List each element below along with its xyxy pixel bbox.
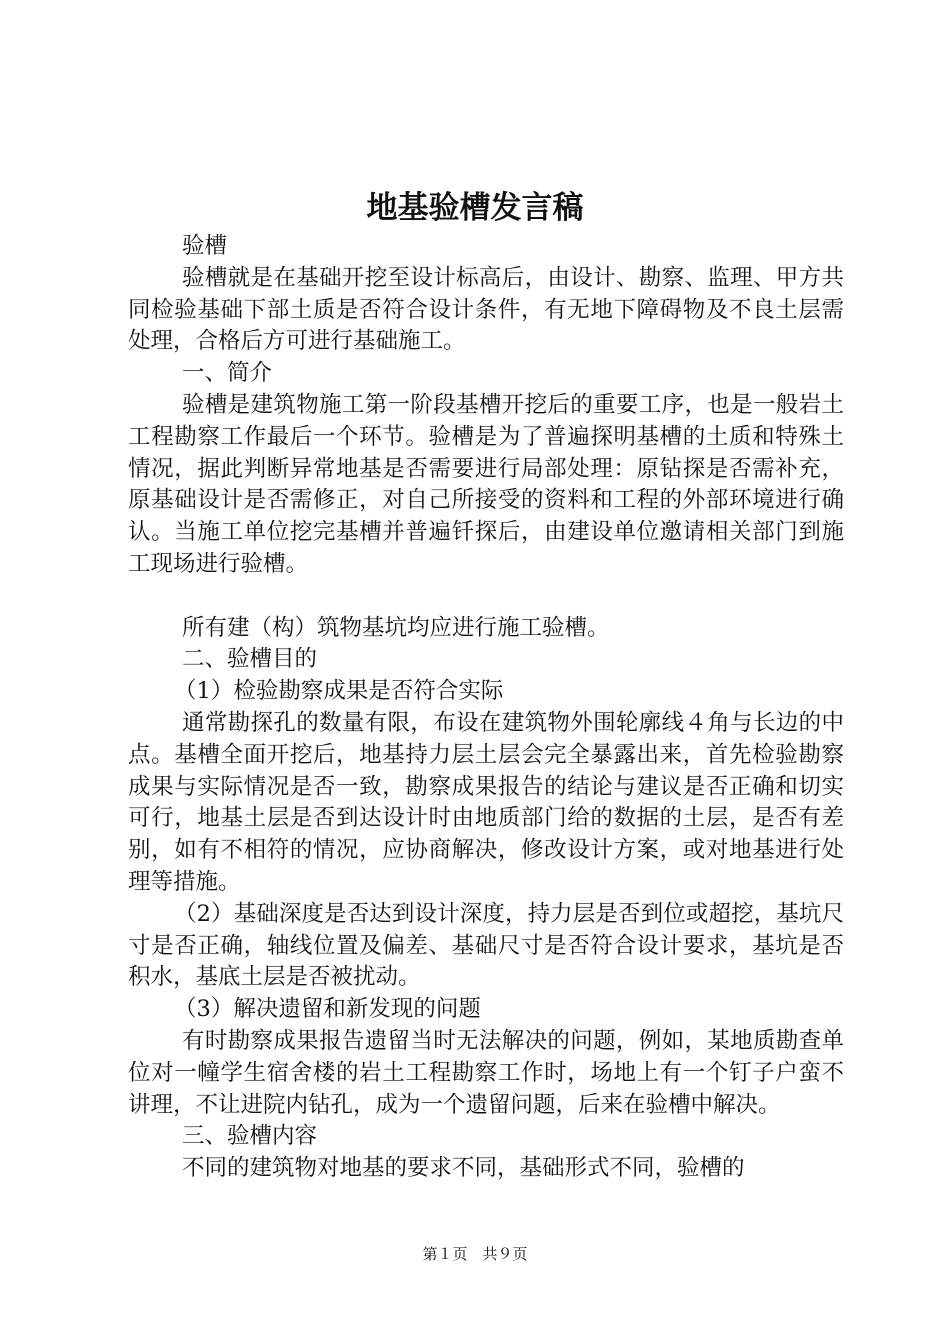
document-title: 地基验槽发言稿 (366, 190, 584, 226)
paragraph: 有时勘察成果报告遗留当时无法解决的问题，例如，某地质勘查单位对一幢学生宿舍楼的岩土工程勘察工作时，场地上有一个钉子户蛮不讲理，不让进院内钻孔，成为一个遗留问题，后来在验槽中解决。 (128, 1027, 844, 1118)
paragraph: 所有建（构）筑物基坑均应进行施工验槽。 (182, 614, 610, 641)
section-heading: 三、验槽内容 (182, 1123, 318, 1150)
subsection-heading: （3）解决遗留和新发现的问题 (174, 996, 481, 1023)
paragraph: 通常勘探孔的数量有限，布设在建筑物外围轮廓线４角与长边的中点。基槽全面开挖后，地基持力层土层会完全暴露出来，首先检验勘察成果与实际情况是否一致，勘察成果报告的结论与建议是否正确和切实可行，地基土层是否到达设计时由地质部门给的数据的土层，是否有差别，如有不相符的情况，应协商解决，修改设计方案，或对地基进行处理等措施。 (128, 709, 844, 895)
paragraph: 验槽 (182, 233, 228, 259)
paragraph: 验槽就是在基础开挖至设计标高后，由设计、勘察、监理、甲方共同检验基础下部土质是否符合设计条件，有无地下障碍物及不良土层需处理，合格后方可进行基础施工。 (128, 264, 844, 355)
document-body (128, 231, 844, 1185)
paragraph: 不同的建筑物对地基的要求不同，基础形式不同，验槽的 (182, 1155, 745, 1182)
page-footer: 第１页 共９页 (422, 1245, 528, 1263)
subsection-heading: （1）检验勘察成果是否符合实际 (174, 678, 504, 705)
section-heading: 二、验槽目的 (182, 646, 318, 673)
paragraph: 验槽是建筑物施工第一阶段基槽开挖后的重要工序，也是一般岩土工程勘察工作最后一个环节。验槽是为了普遍探明基槽的土质和特殊土情况，据此判断异常地基是否需要进行局部处理：原钻探是否需补充，原基础设计是否需修正，对自己所接受的资料和工程的外部环境进行确认。当施工单位挖完基槽并普遍钎探后，由建设单位邀请相关部门到施工现场进行验槽。 (128, 391, 844, 577)
blank-line (128, 581, 844, 613)
section-heading: 一、简介 (182, 360, 273, 387)
paragraph: （2）基础深度是否达到设计深度，持力层是否到位或超挖，基坑尺寸是否正确，轴线位置及偏差、基础尺寸是否符合设计要求，基坑是否积水，基底土层是否被扰动。 (128, 900, 844, 991)
